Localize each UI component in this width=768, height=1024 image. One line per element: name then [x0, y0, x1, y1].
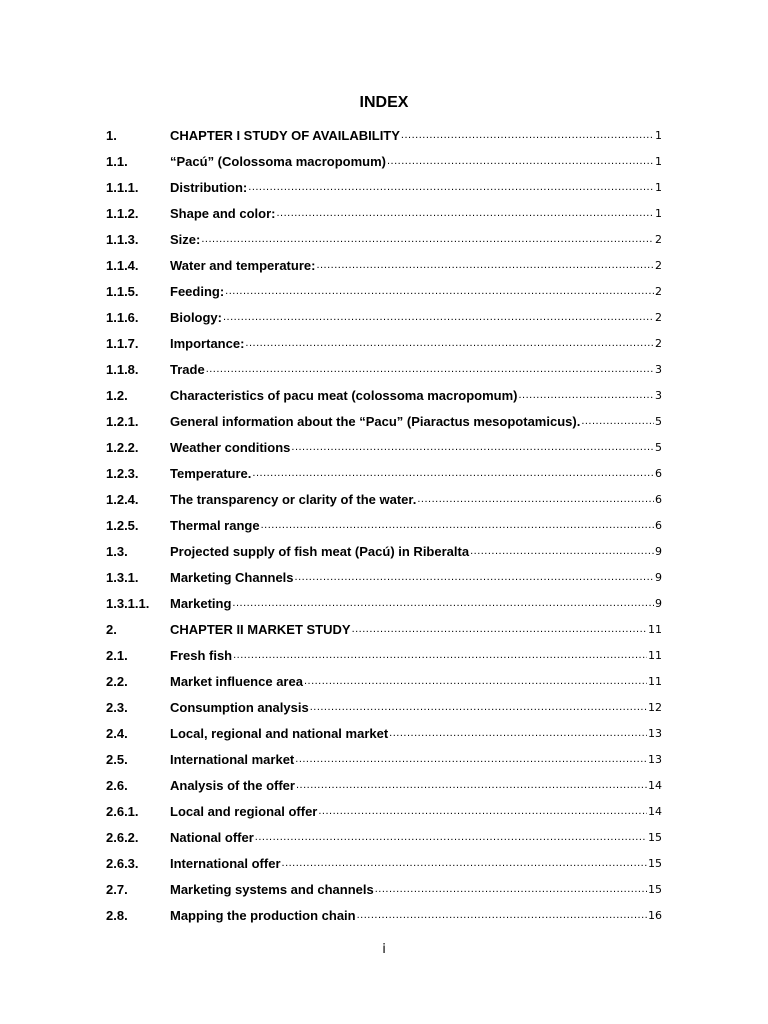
- toc-entry-page: 1: [655, 206, 662, 220]
- toc-entry-page: 6: [655, 492, 662, 506]
- toc-entry[interactable]: [106, 512, 662, 538]
- toc-entry[interactable]: [106, 876, 662, 902]
- toc-entry[interactable]: [106, 798, 662, 824]
- toc-entry-number: 1.3.1.1.: [106, 595, 150, 611]
- toc-entry-number: 1.1.4.: [106, 257, 139, 273]
- toc-dot-leader: [296, 779, 647, 791]
- toc-entry-number: 1.2.1.: [106, 413, 139, 429]
- toc-entry-title: Water and temperature:: [170, 257, 316, 273]
- toc-dot-leader: [375, 883, 647, 895]
- toc-entry-number: 1.3.: [106, 543, 128, 559]
- toc-entry[interactable]: [106, 278, 662, 304]
- toc-entry-title: Local, regional and national market: [170, 725, 389, 741]
- toc-entry[interactable]: [106, 304, 662, 330]
- toc-entry-page: 12: [648, 700, 662, 714]
- toc-entry-page: 15: [648, 882, 662, 896]
- toc-entry[interactable]: [106, 616, 662, 642]
- toc-dot-leader: [252, 467, 654, 479]
- toc-entry-number: 1.1.2.: [106, 205, 139, 221]
- toc-entry[interactable]: [106, 148, 662, 174]
- toc-entry-page: 9: [655, 570, 662, 584]
- toc-entry-title: Fresh fish: [170, 647, 233, 663]
- toc-dot-leader: [357, 909, 647, 921]
- toc-entry-title: Analysis of the offer: [170, 777, 295, 793]
- toc-entry-number: 2.: [106, 621, 117, 637]
- toc-entry[interactable]: [106, 642, 662, 668]
- toc-entry-number: 2.6.3.: [106, 855, 139, 871]
- toc-entry-number: 2.5.: [106, 751, 128, 767]
- toc-entry-title: Weather conditions: [170, 439, 291, 455]
- toc-entry-page: 5: [655, 414, 662, 428]
- toc-dot-leader: [310, 701, 647, 713]
- toc-entry[interactable]: [106, 486, 662, 512]
- toc-entry-number: 1.2.5.: [106, 517, 139, 533]
- toc-entry-page: 9: [655, 544, 662, 558]
- toc-entry[interactable]: [106, 434, 662, 460]
- toc-entry[interactable]: [106, 356, 662, 382]
- toc-dot-leader: [387, 155, 654, 167]
- toc-entry-number: 1.3.1.: [106, 569, 139, 585]
- toc-entry-title: International market: [170, 751, 295, 767]
- toc-dot-leader: [417, 493, 654, 505]
- toc-entry-title: Marketing: [170, 595, 232, 611]
- toc-entry-page: 2: [655, 232, 662, 246]
- toc-entry-page: 6: [655, 466, 662, 480]
- toc-entry-title: “Pacú” (Colossoma macropomum): [170, 153, 386, 169]
- toc-dot-leader: [318, 805, 647, 817]
- toc-dot-leader: [581, 415, 654, 427]
- toc-dot-leader: [233, 649, 647, 661]
- toc-entry-title: Thermal range: [170, 517, 260, 533]
- toc-entry-page: 13: [648, 752, 662, 766]
- toc-dot-leader: [232, 597, 654, 609]
- toc-entry-title: Characteristics of pacu meat (colossoma macropomum): [170, 387, 518, 403]
- toc-entry-number: 1.1.7.: [106, 335, 139, 351]
- toc-dot-leader: [295, 753, 647, 765]
- toc-entry-page: 9: [655, 596, 662, 610]
- toc-dot-leader: [304, 675, 647, 687]
- toc-dot-leader: [223, 311, 654, 323]
- toc-entry-page: 3: [655, 388, 662, 402]
- toc-entry-title: Distribution:: [170, 179, 248, 195]
- toc-entry-number: 2.8.: [106, 907, 128, 923]
- toc-entry[interactable]: [106, 850, 662, 876]
- toc-entry-page: 2: [655, 258, 662, 272]
- toc-entry-number: 1.: [106, 127, 117, 143]
- toc-entry-page: 2: [655, 284, 662, 298]
- toc-dot-leader: [401, 129, 654, 141]
- toc-entry-number: 2.1.: [106, 647, 128, 663]
- toc-entry-title: CHAPTER II MARKET STUDY: [170, 621, 351, 637]
- toc-entry-number: 1.2.: [106, 387, 128, 403]
- toc-dot-leader: [389, 727, 647, 739]
- toc-entry-title: Projected supply of fish meat (Pacú) in Riberalta: [170, 543, 470, 559]
- toc-entry-title: Local and regional offer: [170, 803, 318, 819]
- toc-entry-page: 15: [648, 830, 662, 844]
- toc-entry[interactable]: [106, 382, 662, 408]
- toc-entry-number: 1.1.: [106, 153, 128, 169]
- toc-entry-page: 1: [655, 128, 662, 142]
- toc-entry-page: 1: [655, 154, 662, 168]
- toc-entry-page: 11: [648, 674, 662, 688]
- toc-dot-leader: [225, 285, 654, 297]
- toc-entry-title: Trade: [170, 361, 205, 377]
- toc-entry-number: 1.2.4.: [106, 491, 139, 507]
- toc-entry-page: 2: [655, 310, 662, 324]
- toc-entry-page: 11: [648, 648, 662, 662]
- toc-entry[interactable]: [106, 460, 662, 486]
- toc-entry-title: Temperature.: [170, 465, 252, 481]
- toc-entry-title: Biology:: [170, 309, 222, 325]
- toc-entry-page: 13: [648, 726, 662, 740]
- toc-entry-page: 16: [648, 908, 662, 922]
- toc-entry-title: International offer: [170, 855, 281, 871]
- page-number: i: [382, 942, 386, 957]
- toc-dot-leader: [248, 181, 654, 193]
- toc-dot-leader: [282, 857, 647, 869]
- toc-entry-title: Importance:: [170, 335, 245, 351]
- toc-entry[interactable]: [106, 408, 662, 434]
- toc-entry-number: 1.2.3.: [106, 465, 139, 481]
- toc-entry-number: 2.3.: [106, 699, 128, 715]
- toc-entry-page: 5: [655, 440, 662, 454]
- toc-entry[interactable]: [106, 668, 662, 694]
- toc-entry-title: CHAPTER I STUDY OF AVAILABILITY: [170, 127, 400, 143]
- toc-dot-leader: [276, 207, 654, 219]
- toc-entry-number: 2.7.: [106, 881, 128, 897]
- toc-entry-title: Feeding:: [170, 283, 225, 299]
- toc-entry[interactable]: [106, 538, 662, 564]
- toc-entry[interactable]: [106, 720, 662, 746]
- toc-entry-number: 1.1.8.: [106, 361, 139, 377]
- toc-dot-leader: [316, 259, 654, 271]
- toc-dot-leader: [291, 441, 654, 453]
- toc-entry-title: Shape and color:: [170, 205, 276, 221]
- toc-dot-leader: [255, 831, 647, 843]
- toc-entry[interactable]: [106, 252, 662, 278]
- toc-entry-number: 1.1.3.: [106, 231, 139, 247]
- toc-entry-number: 2.6.: [106, 777, 128, 793]
- toc-entry-page: 3: [655, 362, 662, 376]
- toc-entry-page: 15: [648, 856, 662, 870]
- toc-entry[interactable]: [106, 564, 662, 590]
- toc-entry-title: Market influence area: [170, 673, 303, 689]
- toc-entry-number: 1.1.6.: [106, 309, 139, 325]
- toc-entry[interactable]: [106, 694, 662, 720]
- toc-entry-title: National offer: [170, 829, 254, 845]
- toc-entry[interactable]: [106, 746, 662, 772]
- toc-entry-number: 1.1.1.: [106, 179, 139, 195]
- toc-entry[interactable]: [106, 772, 662, 798]
- toc-entry-title: The transparency or clarity of the water.: [170, 491, 417, 507]
- toc-entry-page: 11: [648, 622, 662, 636]
- toc-dot-leader: [245, 337, 654, 349]
- toc-dot-leader: [206, 363, 654, 375]
- toc-dot-leader: [295, 571, 654, 583]
- toc-entry-number: 2.6.2.: [106, 829, 139, 845]
- toc-dot-leader: [519, 389, 655, 401]
- toc-entry-title: Marketing systems and channels: [170, 881, 374, 897]
- toc-entry-number: 2.6.1.: [106, 803, 139, 819]
- toc-entry-page: 2: [655, 336, 662, 350]
- toc-entry[interactable]: [106, 174, 662, 200]
- toc-entry[interactable]: [106, 226, 662, 252]
- toc-entry-page: 6: [655, 518, 662, 532]
- toc-entry[interactable]: [106, 330, 662, 356]
- toc-dot-leader: [352, 623, 647, 635]
- toc-entry-page: 1: [655, 180, 662, 194]
- toc-entry-title: Marketing Channels: [170, 569, 294, 585]
- toc-dot-leader: [261, 519, 654, 531]
- toc-entry-title: General information about the “Pacu” (Piaractus mesopotamicus).: [170, 413, 581, 429]
- toc-entry-number: 1.1.5.: [106, 283, 139, 299]
- toc-dot-leader: [470, 545, 654, 557]
- toc-entry[interactable]: [106, 122, 662, 148]
- toc-entry[interactable]: [106, 200, 662, 226]
- toc-dot-leader: [201, 233, 654, 245]
- toc-entry[interactable]: [106, 590, 662, 616]
- toc-entry[interactable]: [106, 902, 662, 928]
- toc-entry[interactable]: [106, 824, 662, 850]
- toc-entry-title: Size:: [170, 231, 201, 247]
- toc-entry-title: Mapping the production chain: [170, 907, 356, 923]
- toc-entry-page: 14: [648, 778, 662, 792]
- toc-entry-title: Consumption analysis: [170, 699, 309, 715]
- page-title: INDEX: [359, 94, 409, 111]
- toc-entry-page: 14: [648, 804, 662, 818]
- table-of-contents: [106, 122, 662, 928]
- toc-entry-number: 2.2.: [106, 673, 128, 689]
- toc-entry-number: 1.2.2.: [106, 439, 139, 455]
- toc-entry-number: 2.4.: [106, 725, 128, 741]
